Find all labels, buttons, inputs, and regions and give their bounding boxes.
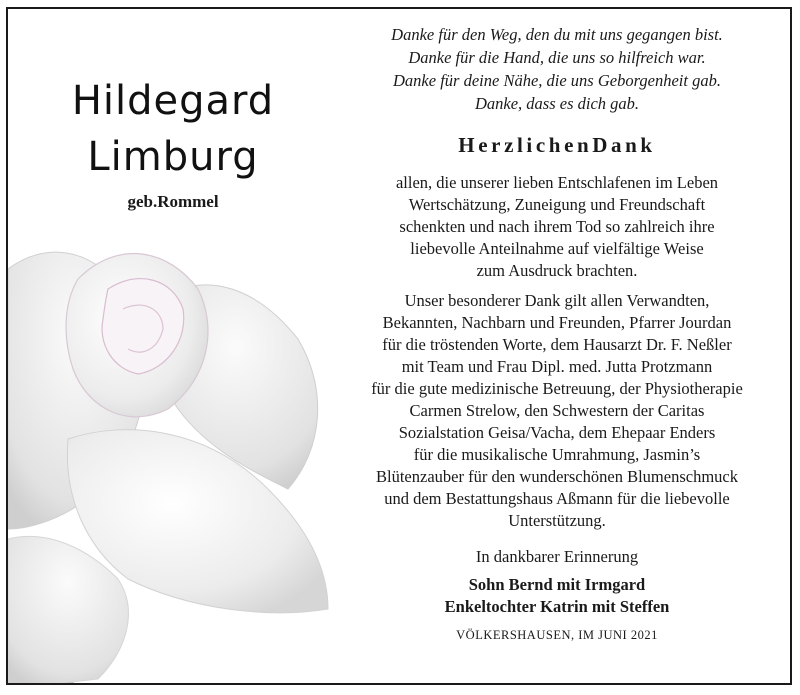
text-line: Unser besonderer Dank gilt allen Verwandten, [404,291,710,310]
text-line: allen, die unserer lieben Entschlafenen im Leben [395,173,719,192]
closing-line: In dankbarer Erinnerung [475,547,639,566]
deceased-first-name: Hildegard [71,78,275,124]
signers [320,574,792,618]
poem [320,23,792,115]
deceased-last-name: Limburg [87,134,259,180]
maiden-name: geb.Rommel [127,192,219,211]
text-line: schenkten und nach ihrem Tod so zahlreich ihre [399,217,715,236]
heading-thanks: HerzlichenDank [458,133,656,157]
text-line: und dem Bestattungshaus Aßmann für die liebevolle [384,489,730,508]
text-line: für die gute medizinische Betreuung, der Physiotherapie [371,379,743,398]
obituary-frame [6,7,792,685]
text-column [320,23,792,643]
poem-line: Danke, dass es dich gab. [474,94,640,113]
place-date: VÖLKERSHAUSEN, IM JUNI 2021 [456,628,658,642]
text-line: Carmen Strelow, den Schwestern der Caritas [409,401,705,420]
text-line: Unterstützung. [508,511,606,530]
text-line: zum Ausdruck brachten. [476,261,638,280]
poem-line: Danke für den Weg, den du mit uns gegangen bist. [391,25,723,44]
text-line: liebevolle Anteilnahme auf vielfältige Weise [410,239,704,258]
poem-line: Danke für die Hand, die uns so hilfreich war. [408,48,706,67]
text-line: Bekannten, Nachbarn und Freunden, Pfarrer Jourdan [382,313,732,332]
poem-line: Danke für deine Nähe, die uns Geborgenheit gab. [393,71,721,90]
paragraph-special-thanks [320,290,792,532]
text-line: Wertschätzung, Zuneigung und Freundschaft [408,195,706,214]
white-rose-image [8,209,348,685]
text-line: Sozialstation Geisa/Vacha, dem Ehepaar Enders [398,423,716,442]
paragraph-thanks-all [320,172,792,282]
text-line: für die tröstenden Worte, dem Hausarzt Dr. F. Neßler [382,335,732,354]
signer-line: Sohn Bernd mit Irmgard [468,575,646,594]
signer-line: Enkeltochter Katrin mit Steffen [444,597,670,616]
text-line: für die musikalische Umrahmung, Jasmin’s [413,445,701,464]
text-line: Blütenzauber für den wunderschönen Blumenschmuck [376,467,738,486]
text-line: mit Team und Frau Dipl. med. Jutta Protzmann [401,357,713,376]
